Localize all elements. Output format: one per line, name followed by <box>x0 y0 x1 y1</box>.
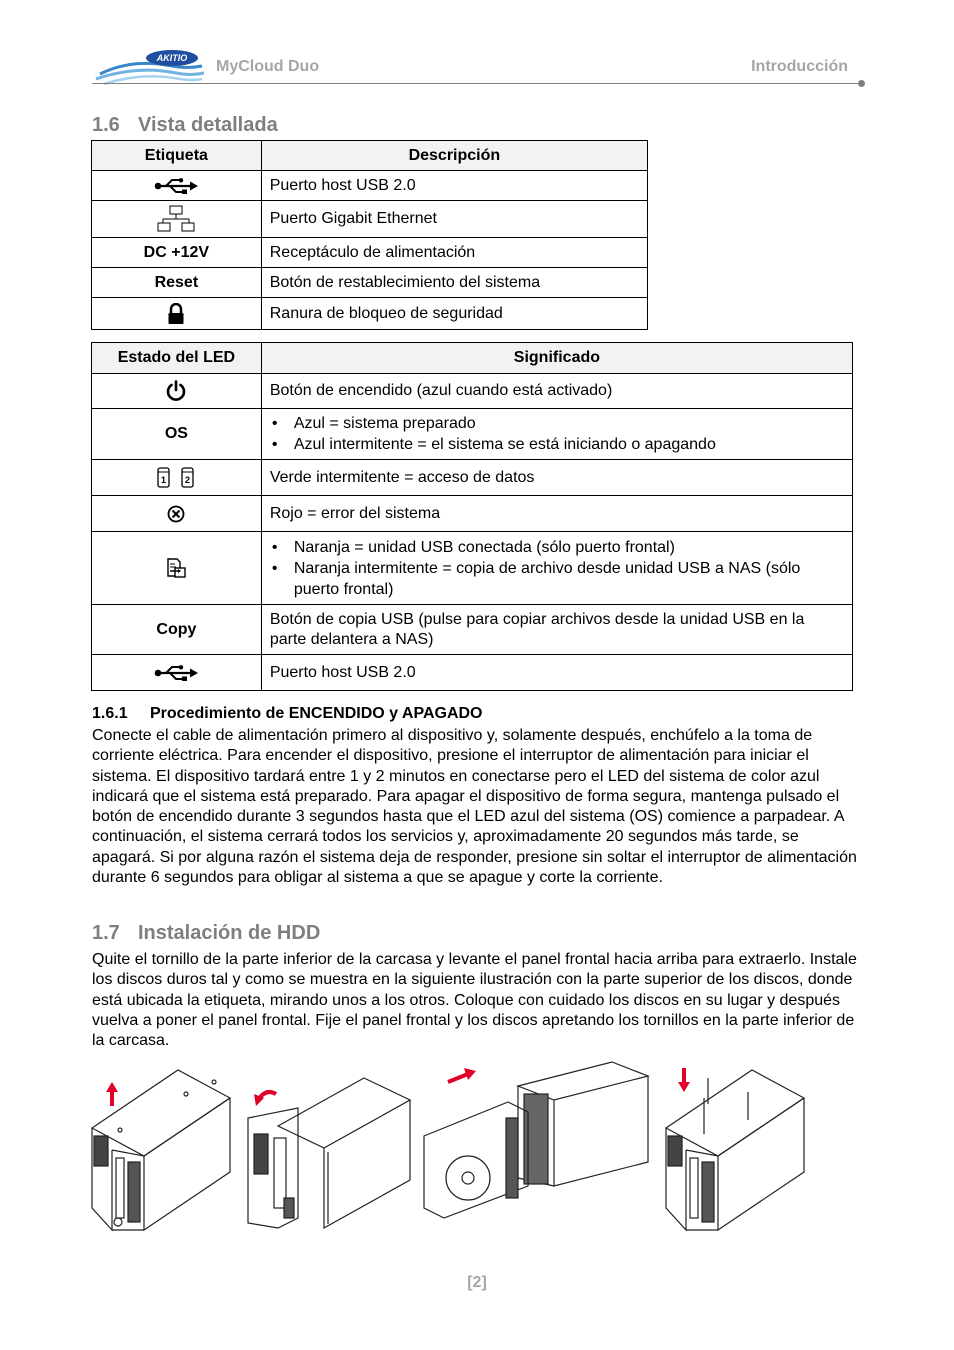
section-title: Instalación de HDD <box>138 922 321 944</box>
table-row <box>92 532 853 605</box>
label-cell <box>92 171 262 201</box>
section-title: Vista detallada <box>138 114 278 136</box>
step-1-arrow <box>106 1082 118 1106</box>
section-title: Procedimiento de ENCENDIDO y APAGADO <box>150 705 483 722</box>
akitio-logo-icon <box>92 48 207 88</box>
column-header: Descripción <box>261 141 647 171</box>
power-procedure-paragraph: Conecte el cable de alimentación primero al dispositivo y, solamente después, enchúfelo a la toma de corriente eléctrica. Para encender el dispositivo, presione el interruptor de alimentación para iniciar el sistema. El dispositivo tardará entre 1 y 2 minutos en conectarse pero el LED del sistema de color azul indicará que el sistema está preparado. Para apagar el dispositivo de forma segura, mantenga pulsado el botón de encendido durante 3 segundos hasta que el LED azul del sistema (OS) comience a parpadear. A continuación, el sistema cerrará todos los servicios y, aproximadamente 20 segundos más tarde, se apagará. Si por alguna razón el sistema deja de responder, presione sin soltar el interruptor de alimentación durante 6 segundos para obligar al sistema a que se apague y corte la corriente. <box>92 727 857 887</box>
page-number: [2] <box>467 1274 487 1291</box>
description-cell: Ranura de bloqueo de seguridad <box>261 298 647 330</box>
list-item: • Azul intermitente = el sistema se está iniciando o apagando <box>284 434 844 455</box>
logo-text: AKITIO <box>156 53 188 63</box>
column-header: Estado del LED <box>92 343 262 374</box>
hdd-1-2-icon <box>156 466 196 490</box>
table-row <box>92 496 853 532</box>
step-4-arrow <box>678 1068 690 1092</box>
hdd-1-label: 1 <box>161 474 167 485</box>
section-number: 1.6 <box>92 114 120 136</box>
description-cell <box>261 532 852 605</box>
table-row <box>92 298 648 330</box>
header-logo <box>92 48 207 88</box>
label-cell <box>92 298 262 330</box>
step-3-arrow <box>448 1068 476 1082</box>
bullet-list <box>270 413 844 455</box>
description-cell <box>261 409 852 460</box>
table-row <box>92 655 853 691</box>
hdd-install-figure <box>88 1058 808 1238</box>
power-icon <box>165 380 187 402</box>
list-item: • Naranja = unidad USB conectada (sólo puerto frontal) <box>284 537 844 558</box>
table-row <box>92 605 853 655</box>
header-product: MyCloud Duo <box>216 58 320 75</box>
section-1-7-heading <box>92 922 320 945</box>
table-row <box>92 374 853 409</box>
header-chapter: Introducción <box>751 58 848 75</box>
label-cell: OS <box>92 409 262 460</box>
column-header: Significado <box>261 343 852 374</box>
column-header: Etiqueta <box>92 141 262 171</box>
label-table <box>91 140 648 330</box>
label-cell <box>92 655 262 691</box>
table-row <box>92 201 648 238</box>
description-cell: Receptáculo de alimentación <box>261 238 647 268</box>
bullet-list <box>270 537 844 600</box>
step-fasten-screws <box>666 1070 804 1230</box>
section-number: 1.7 <box>92 922 120 944</box>
description-cell: Puerto Gigabit Ethernet <box>261 201 647 238</box>
description-cell: Botón de copia USB (pulse para copiar archivos desde la unidad USB en la parte delantera a NAS) <box>261 605 852 655</box>
description-cell: Verde intermitente = acceso de datos <box>261 460 852 496</box>
table-row <box>92 268 648 298</box>
usb-icon <box>154 665 198 681</box>
label-cell <box>92 532 262 605</box>
description-cell: Botón de restablecimiento del sistema <box>261 268 647 298</box>
led-table <box>91 342 853 691</box>
table-row <box>92 409 853 460</box>
header-rule-dot <box>858 80 865 87</box>
hdd-install-paragraph: Quite el tornillo de la parte inferior de la carcasa y levante el panel frontal hacia arriba para extraerlo. Instale los discos duros tal y como se muestra en la siguiente ilustración con la parte superior de los discos, donde está ubicada la etiqueta, mirando unos a los otros. Coloque con cuidado los discos en su lugar y después vuelva a poner el panel frontal. Fije el panel frontal y los discos apretando los tornillos en la parte inferior de la carcasa. <box>92 951 857 1050</box>
label-cell: Reset <box>92 268 262 298</box>
label-cell <box>92 460 262 496</box>
lock-icon <box>167 303 185 325</box>
list-item: • Azul = sistema preparado <box>284 413 844 434</box>
list-item: • Naranja intermitente = copia de archivo desde unidad USB a NAS (sólo puerto frontal) <box>284 558 844 600</box>
table-row <box>92 238 648 268</box>
label-cell <box>92 201 262 238</box>
description-cell: Rojo = error del sistema <box>261 496 852 532</box>
section-1-6-1-heading <box>92 705 483 723</box>
usb-copy-icon <box>165 557 187 579</box>
description-cell: Puerto host USB 2.0 <box>261 655 852 691</box>
label-cell <box>92 496 262 532</box>
label-cell: DC +12V <box>92 238 262 268</box>
network-icon <box>157 205 195 233</box>
table-header-row <box>92 141 648 171</box>
description-cell: Puerto host USB 2.0 <box>261 171 647 201</box>
table-row <box>92 460 853 496</box>
header-rule <box>92 83 862 84</box>
label-cell: Copy <box>92 605 262 655</box>
step-2-arrow <box>254 1092 276 1106</box>
description-cell: Botón de encendido (azul cuando está activado) <box>261 374 852 409</box>
table-header-row <box>92 343 853 374</box>
table-row <box>92 171 648 201</box>
step-lift-front-panel <box>248 1078 410 1228</box>
section-number: 1.6.1 <box>92 705 128 722</box>
hdd-install-illustration <box>88 1058 808 1238</box>
step-insert-drives <box>424 1062 648 1218</box>
usb-icon <box>154 178 198 194</box>
error-icon <box>166 504 186 524</box>
hdd-2-label: 2 <box>185 474 191 485</box>
section-1-6-heading <box>92 114 278 137</box>
label-cell <box>92 374 262 409</box>
